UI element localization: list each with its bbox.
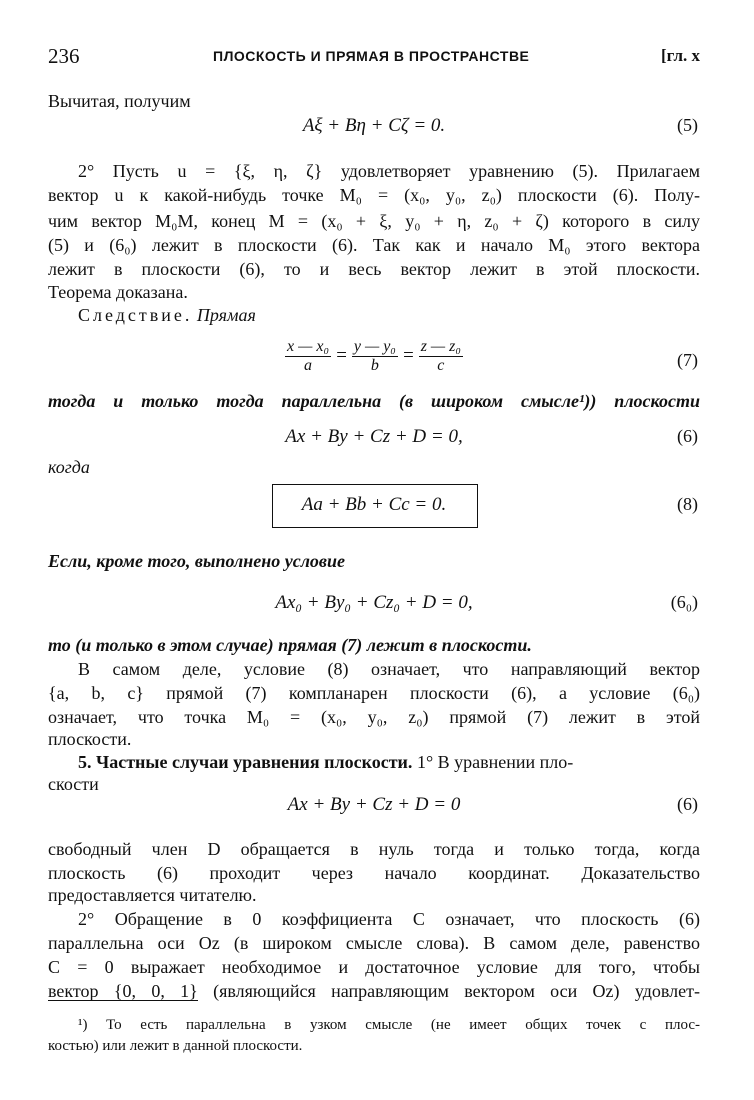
section-5-heading <box>48 751 700 773</box>
text-line: Если, кроме того, выполнено условие <box>48 551 345 571</box>
text-line: плоскости. <box>48 729 132 749</box>
running-title: ПЛОСКОСТЬ И ПРЯМАЯ В ПРОСТРАНСТВЕ <box>213 48 530 64</box>
section-5-title: 5. Частные случаи уравнения плоскости. <box>78 752 413 772</box>
equation-7: $\frac{\text{x — x₀}}{a}$ = $\frac{\text{y — y₀}}{b}$ = $\frac{\text{z — z₀}}{c}$ (7) <box>287 338 698 374</box>
text-line: чим вектор M₀M, конец M = (x₀ + ξ, y₀ + η, z₀ + ζ) которого в силу <box>48 211 700 231</box>
page-number: 236 <box>48 44 80 68</box>
text-line: то (и только в этом случае) прямая (7) лежит в плоскости. <box>48 635 532 655</box>
text-line: параллельна оси Oz (в широком смысле слова). В самом деле, равенство <box>48 933 700 953</box>
text-line: лежит в плоскости (6), то и весь вектор лежит в этой плоскости. <box>48 259 700 279</box>
corollary-lead: Прямая <box>196 305 256 325</box>
text-line: свободный член D обращается в нуль тогда и только тогда, когда <box>48 839 700 859</box>
equation-5-number: (5) <box>677 115 698 135</box>
equation-7-number: (7) <box>677 350 698 370</box>
text-line: скости <box>48 774 99 794</box>
equation-6-repeat <box>48 794 700 816</box>
running-header <box>48 44 700 70</box>
text-line: плоскость (6) проходит через начало координат. Доказательство <box>48 863 700 883</box>
footnote-marker: ¹) <box>78 1017 88 1033</box>
text-line: В самом деле, условие (8) означает, что направляющий вектор <box>78 659 700 679</box>
corollary-label: Следствие. <box>78 305 193 325</box>
equation-5 <box>48 115 700 137</box>
fraction-z: $\frac{\text{z — z₀}}{c}$ <box>420 338 461 374</box>
equation-6-repeat-number: (6) <box>677 794 698 814</box>
text-line: предоставляется читателю. <box>48 885 257 905</box>
footnote-line <box>48 1016 700 1035</box>
equation-5-body: Aξ + Bη + Cζ = 0. <box>302 115 446 136</box>
text-line: (5) и (6₀) лежит в плоскости (6). Так как и начало M₀ этого вектора <box>48 235 700 255</box>
footnote-text-1: То есть параллельна в узком смысле (не имеет общих точек с плос- <box>106 1017 700 1033</box>
text-line: C = 0 выражает необходимое и достаточное условие для того, чтобы <box>48 957 700 977</box>
text-line: Теорема доказана. <box>48 282 188 302</box>
text-line: 2° Обращение в 0 коэффициента C означает, что плоскость (6) <box>78 909 700 929</box>
fraction-x: $\frac{\text{x — x₀}}{a}$ <box>287 338 330 374</box>
equation-8-number: (8) <box>677 494 698 514</box>
fraction-y: $\frac{\text{y — y₀}}{b}$ <box>353 338 396 374</box>
section-5-lead: 1° В уравнении пло- <box>416 752 574 772</box>
footnote-line: костью) или лежит в данной плоскости. <box>48 1038 303 1054</box>
equation-6-0 <box>48 592 700 614</box>
text-line: тогда и только тогда параллельна (в широком смысле¹)) плоскости <box>48 391 700 411</box>
equation-8 <box>48 494 700 516</box>
chapter-marker: [гл. x <box>660 46 700 65</box>
text-line: вектор u к какой-нибудь точке M₀ = (x₀, y₀, z₀) плоскости (6). Полу- <box>48 185 700 205</box>
text-line: {a, b, c} прямой (7) компланарен плоскости (6), а условие (6₀) <box>48 683 700 703</box>
footnote-rule <box>48 1000 198 1001</box>
equation-6-number: (6) <box>677 426 698 446</box>
text-line: Вычитая, получим <box>48 91 191 111</box>
equation-6-repeat-body: Ax + By + Cz + D = 0 <box>287 794 461 815</box>
text-line: означает, что точка M₀ = (x₀, y₀, z₀) прямой (7) лежит в этой <box>48 707 700 727</box>
text-line: когда <box>48 457 90 477</box>
corollary-heading <box>48 304 700 326</box>
equation-8-body: Aa + Bb + Cc = 0. <box>301 494 447 515</box>
text-line: вектор {0, 0, 1} (являющийся направляющим вектором оси Oz) удовлет- <box>48 981 700 1001</box>
equation-6-body: Ax + By + Cz + D = 0, <box>285 426 463 447</box>
equation-6 <box>48 426 700 448</box>
equation-6-0-number: (6₀) <box>670 592 698 612</box>
book-page <box>48 0 700 1100</box>
text-line: 2° Пусть u = {ξ, η, ζ} удовлетворяет уравнению (5). Прилагаем <box>78 161 700 181</box>
equation-6-0-body: Ax₀ + By₀ + Cz₀ + D = 0, <box>275 592 473 613</box>
